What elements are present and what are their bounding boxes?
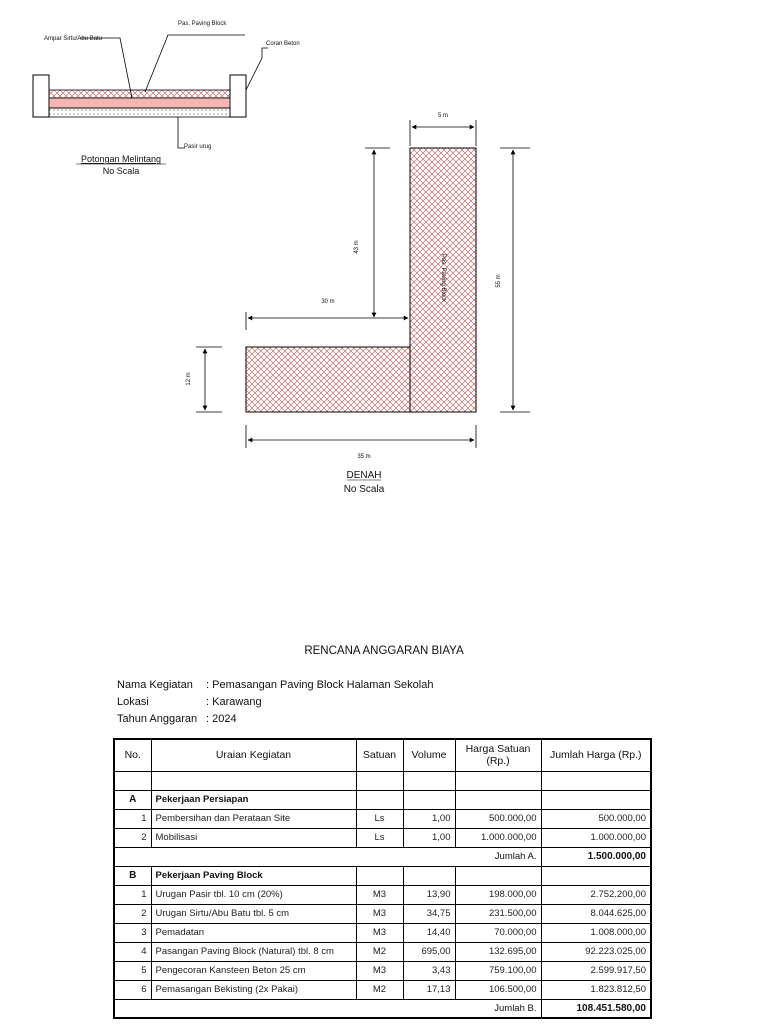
header-jumlah-harga: Jumlah Harga (Rp.)	[541, 739, 651, 771]
item-satuan: M3	[356, 885, 403, 904]
item-harga: 70.000,00	[455, 923, 541, 942]
item-harga: 198.000,00	[455, 885, 541, 904]
cross-section-scale: No Scala	[102, 166, 140, 176]
item-uraian: Pemasangan Bekisting (2x Pakai)	[151, 980, 356, 999]
item-uraian: Pembersihan dan Perataan Site	[151, 809, 356, 828]
label-coran: Coran Beton	[266, 41, 300, 47]
item-satuan: M3	[356, 904, 403, 923]
item-volume: 1,00	[403, 828, 455, 847]
item-no: 4	[114, 942, 151, 961]
section-code: A	[114, 790, 151, 809]
item-jumlah: 2.752.200,00	[541, 885, 651, 904]
table-row-blank	[114, 771, 651, 790]
table-row	[114, 942, 651, 961]
rab-title: RENCANA ANGGARAN BIAYA	[304, 645, 464, 657]
subtotal-label: Jumlah A.	[114, 847, 541, 866]
subtotal-label: Jumlah B.	[114, 999, 541, 1018]
item-harga: 106.500,00	[455, 980, 541, 999]
table-row	[114, 809, 651, 828]
dim-35: 35 m	[357, 454, 371, 460]
meta-row	[117, 694, 433, 711]
item-uraian: Pemadatan	[151, 923, 356, 942]
plan-scale: No Scala	[343, 484, 385, 495]
item-jumlah: 2.599.917,50	[541, 961, 651, 980]
header-volume: Volume	[403, 739, 455, 771]
item-uraian: Mobilisasi	[151, 828, 356, 847]
table-row	[114, 828, 651, 847]
dim-12: 12 m	[186, 372, 192, 386]
section-row	[114, 866, 651, 885]
item-volume: 14,40	[403, 923, 455, 942]
meta-row	[117, 677, 433, 694]
item-volume: 13,90	[403, 885, 455, 904]
table-row	[114, 885, 651, 904]
item-harga: 132.695,00	[455, 942, 541, 961]
dim-55: 55 m	[496, 274, 502, 288]
item-jumlah: 1.008.000,00	[541, 923, 651, 942]
item-harga: 759.100,00	[455, 961, 541, 980]
item-uraian: Pengecoran Kansteen Beton 25 cm	[151, 961, 356, 980]
item-volume: 695,00	[403, 942, 455, 961]
subtotal-row	[114, 847, 651, 866]
meta-value: : Pemasangan Paving Block Halaman Sekolah	[206, 679, 434, 691]
item-satuan: Ls	[356, 809, 403, 828]
item-satuan: Ls	[356, 828, 403, 847]
item-no: 6	[114, 980, 151, 999]
subtotal-value: 108.451.580,00	[541, 999, 651, 1018]
table-row	[114, 904, 651, 923]
item-harga: 231.500,00	[455, 904, 541, 923]
item-harga: 1.000.000,00	[455, 828, 541, 847]
label-paving: Pas. Paving Block	[178, 21, 227, 27]
item-uraian: Urugan Pasir tbl. 10 cm (20%)	[151, 885, 356, 904]
table-row	[114, 980, 651, 999]
header-uraian: Uraian Kegiatan	[151, 739, 356, 771]
sirtu-layer	[49, 98, 230, 108]
sand-layer	[49, 108, 230, 117]
section-name: Pekerjaan Paving Block	[151, 866, 356, 885]
label-ampar: Ampar Sirtu/Abu Batu	[44, 36, 103, 42]
item-jumlah: 8.044.625,00	[541, 904, 651, 923]
dim-top: 5 m	[437, 113, 449, 119]
item-satuan: M3	[356, 923, 403, 942]
item-harga: 500.000,00	[455, 809, 541, 828]
item-uraian: Pasangan Paving Block (Natural) tbl. 8 cm	[151, 942, 356, 961]
item-satuan: M2	[356, 942, 403, 961]
meta-label: Lokasi	[117, 696, 149, 708]
item-no: 5	[114, 961, 151, 980]
item-volume: 3,43	[403, 961, 455, 980]
item-satuan: M3	[356, 961, 403, 980]
table-header-row	[114, 739, 651, 771]
item-uraian: Urugan Sirtu/Abu Batu tbl. 5 cm	[151, 904, 356, 923]
label-pasir: Pasir urug	[184, 144, 212, 150]
item-volume: 34,75	[403, 904, 455, 923]
dim-30: 30 m	[321, 299, 335, 305]
header-no: No.	[114, 739, 151, 771]
item-no: 2	[114, 828, 151, 847]
item-jumlah: 500.000,00	[541, 809, 651, 828]
meta-value: : Karawang	[206, 696, 262, 708]
item-jumlah: 92.223.025,00	[541, 942, 651, 961]
meta-label: Nama Kegiatan	[117, 679, 193, 691]
section-row	[114, 790, 651, 809]
rab-meta	[117, 677, 433, 728]
header-satuan: Satuan	[356, 739, 403, 771]
left-curb	[33, 75, 49, 117]
header-harga-satuan: Harga Satuan (Rp.)	[455, 739, 541, 771]
item-satuan: M2	[356, 980, 403, 999]
plan-drawing	[186, 113, 530, 495]
section-name: Pekerjaan Persiapan	[151, 790, 356, 809]
meta-label: Tahun Anggaran	[117, 713, 198, 725]
paving-layer	[49, 90, 230, 98]
dim-43: 43 m	[354, 240, 360, 254]
right-curb	[230, 75, 246, 117]
section-code: B	[114, 866, 151, 885]
item-no: 3	[114, 923, 151, 942]
meta-value: : 2024	[206, 713, 237, 725]
table-row	[114, 923, 651, 942]
cross-section-title: Potongan Melintang	[80, 154, 162, 164]
plan-title: DENAH	[346, 470, 382, 481]
item-no: 2	[114, 904, 151, 923]
item-jumlah: 1.823.812,50	[541, 980, 651, 999]
item-no: 1	[114, 809, 151, 828]
table-row	[114, 961, 651, 980]
subtotal-row	[114, 999, 651, 1018]
item-jumlah: 1.000.000,00	[541, 828, 651, 847]
meta-row	[117, 711, 433, 728]
item-no: 1	[114, 885, 151, 904]
plan-inner-label: Pas. Paving Block	[440, 253, 446, 303]
item-volume: 17,13	[403, 980, 455, 999]
rab-table	[113, 738, 652, 1019]
item-volume: 1,00	[403, 809, 455, 828]
cross-section	[33, 21, 300, 176]
subtotal-value: 1.500.000,00	[541, 847, 651, 866]
